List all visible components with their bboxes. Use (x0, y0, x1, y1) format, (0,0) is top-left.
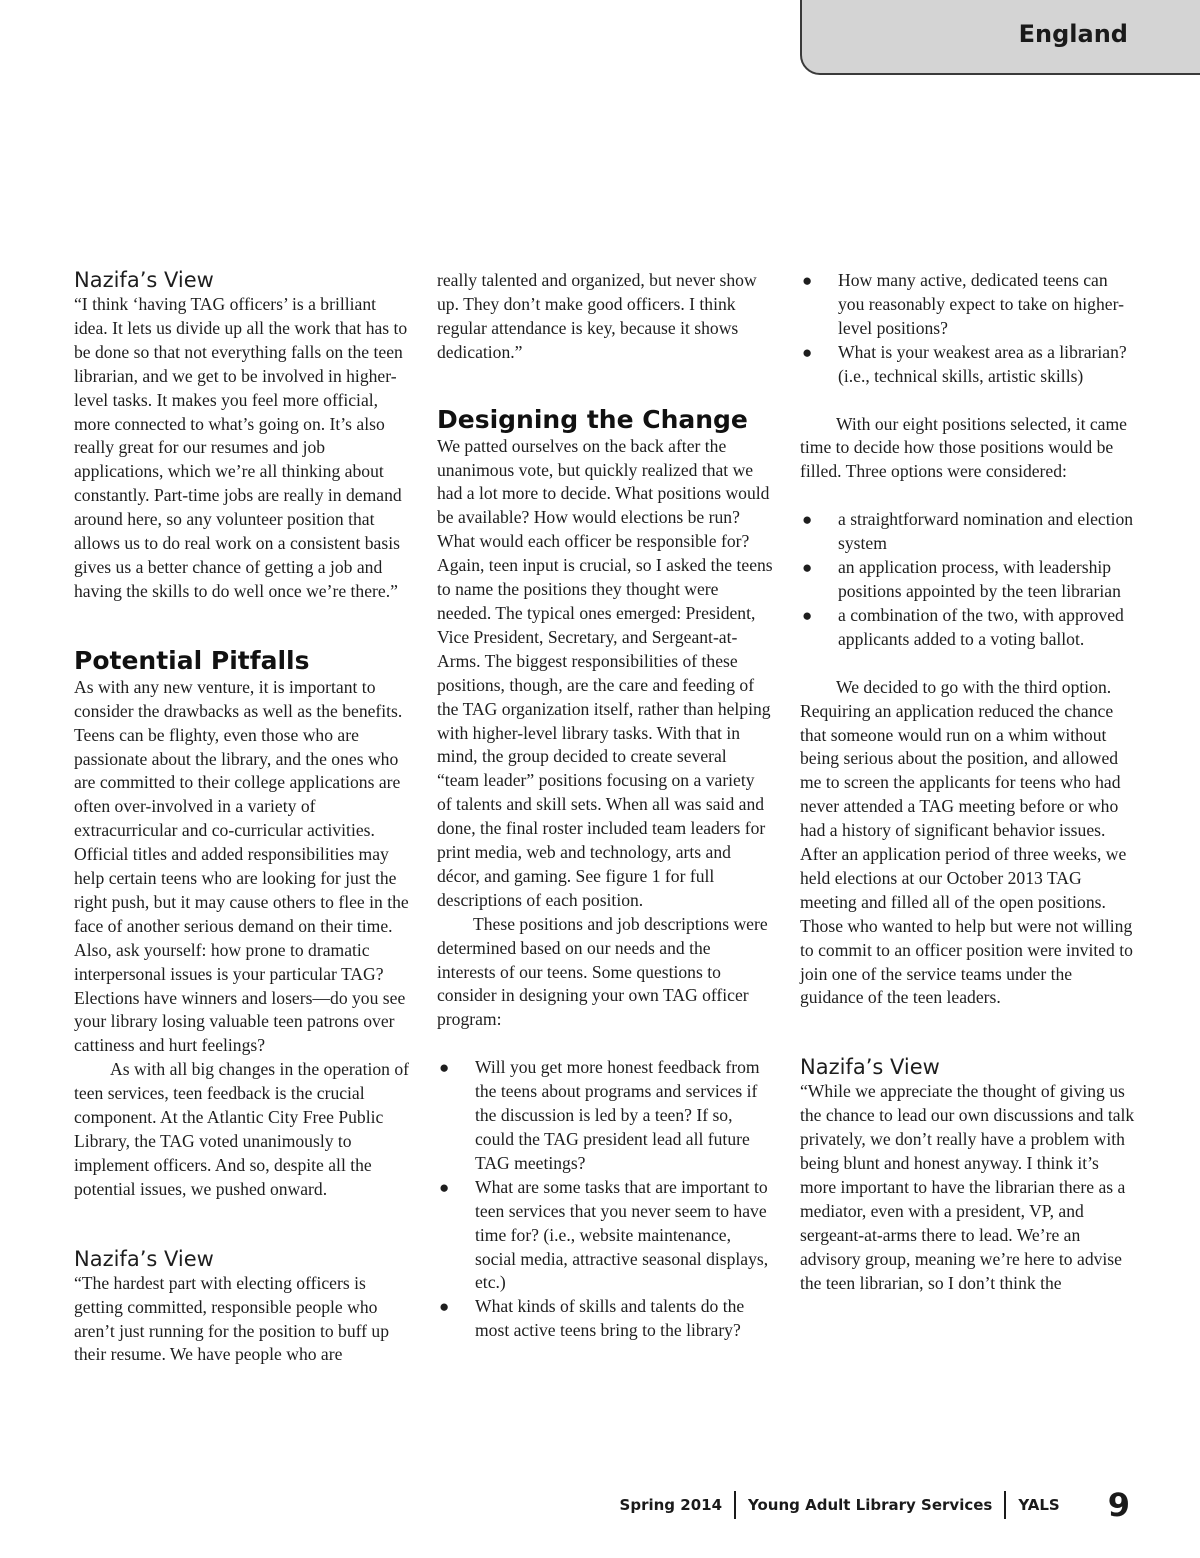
page-number: 9 (1107, 1486, 1130, 1524)
nazifa-view-text-2: “The hardest part with electing officers is getting committed, responsible people who aren’t just running for the position to buff up their resume. We have people who are (74, 1272, 390, 1365)
bullet-icon: ● (439, 1177, 450, 1197)
nazifa-view-text-1: “I think ‘having TAG officers’ is a brilliant idea. It lets us divide up all the work that has to be done so that not everything falls on the teen librarian, and we get to be involved in higher-level tasks. It makes you feel more official, more connected to what’s going on. It’s also really great for our resumes and job applications, which we’re all thinking about constantly. Part-time jobs are really in demand around here, so any volunteer position that allows us to do real work on a consistent basis gives us a better chance of getting a job and having the skills to do well once we’re there.” (74, 294, 408, 601)
nazifa-view-text-3: “While we appreciate the thought of giving us the chance to lead our own discussions and talk privately, we don’t really have a problem with being blunt and honest anyway. I think it’s more important to have the librarian there as a mediator, even with a president, VP, and sergeant-at-arms there to lead. We’re an advisory group, meaning we’re here to advise the teen librarian, so I don’t think the (800, 1081, 1135, 1293)
column-3 (800, 267, 1136, 1296)
design-questions-list-continued (800, 269, 1136, 389)
bullet-icon: ● (802, 510, 813, 530)
design-questions-list (437, 1056, 773, 1343)
page-footer (620, 1486, 1130, 1524)
footer-divider (1004, 1491, 1006, 1519)
bullet-icon: ● (439, 1058, 450, 1078)
nazifa-view-heading-2: Nazifa’s View (74, 1246, 214, 1271)
election-options-list (800, 508, 1136, 651)
list-item: ● an application process, with leadership positions appointed by the teen librarian (802, 557, 1121, 601)
bullet-icon: ● (802, 342, 813, 362)
pitfalls-paragraph-2: As with all big changes in the operation of teen services, teen feedback is the crucial component. At the Atlantic City Free Public Library, the TAG voted unanimously to implement officers. And so, despite all the potential issues, we pushed onward. (74, 1059, 410, 1199)
third-option-paragraph: We decided to go with the third option. Requiring an application reduced the chance that someone would run on a whim without being serious about the position, and allowed me to screen the applicants for teens who had never attended a TAG meeting before or who had a history of significant behavior issues. After an application period of three weeks, we held elections at our October 2013 TAG meeting and filled all of the open positions. Those who wanted to help but were not willing to commit to an officer position were invited to join one of the service teams under the guidance of the teen leaders. (800, 676, 1133, 1008)
list-item: ● a straightforward nomination and election system (802, 509, 1134, 554)
pitfalls-paragraph-1: As with any new venture, it is important to consider the drawbacks as well as the benefits. Teens can be flighty, even those who are passionate about the library, and the ones who are committed to their college applications are often over-involved in a variety of extracurricular and co-curricular activities. Official titles and added responsibilities may help certain teens who are looking for just the right push, but it may cause others to flee in the face of another serious demand on their time. Also, ask yourself: how prone to dramatic interpersonal issues is your particular TAG? Elections have winners and losers—do you see your library losing valuable teen patrons over cattiness and hurt feelings? (74, 676, 409, 1056)
list-item: ● What is your weakest area as a librarian? (i.e., technical skills, artistic skills) (802, 341, 1127, 386)
bullet-icon: ● (439, 1297, 450, 1317)
column-1 (74, 267, 414, 1367)
footer-divider (734, 1491, 736, 1519)
bullet-icon: ● (802, 605, 813, 625)
section-tab (800, 0, 1200, 75)
nazifa-view-continued-text: really talented and organized, but never show up. They don’t make good officers. I think regular attendance is key, because it shows dedication.” (437, 270, 757, 362)
footer-journal-abbr: YALS (1018, 1496, 1060, 1514)
design-paragraph-1: We patted ourselves on the back after the unanimous vote, but quickly realized that we had a lot more to decide. What positions would be available? How would elections be run? What would each officer be responsible for? Again, teen input is crucial, so I asked the teens to name the positions they thought were needed. The typical ones emerged: President, Vice President, Secretary, and Sergeant-at-Arms. The biggest responsibilities of these positions, though, are the care and feeding of the TAG organization itself, rather than helping with higher-level library tasks. With that in mind, the group decided to create several “team leader” positions focusing on a variety of talents and skill sets. When all was said and done, the final roster included team leaders for print media, web and technology, arts and décor, and gaming. See figure 1 for full descriptions of each position. (437, 435, 773, 910)
options-intro-paragraph: With our eight positions selected, it came time to decide how those positions would be filled. Three options were considered: (800, 413, 1127, 482)
bullet-icon: ● (802, 558, 813, 578)
list-item: ● What kinds of skills and talents do the most active teens bring to the library? (439, 1296, 745, 1341)
footer-issue: Spring 2014 (619, 1496, 723, 1514)
list-item: ● Will you get more honest feedback from the teens about programs and services if the discussion is led by a teen? If so, could the TAG president lead all future TAG meetings? (439, 1057, 760, 1173)
column-2 (437, 267, 773, 1343)
nazifa-view-heading-3: Nazifa’s View (800, 1055, 940, 1080)
footer-journal-title: Young Adult Library Services (748, 1496, 993, 1514)
designing-the-change-heading: Designing the Change (437, 404, 748, 434)
design-paragraph-2: These positions and job descriptions were determined based on our needs and the interests of our teens. Some questions to consider in designing your own TAG officer program: (437, 913, 768, 1030)
list-item: ● How many active, dedicated teens can you reasonably expect to take on higher-level positions? (802, 270, 1124, 338)
list-item: ● What are some tasks that are important to teen services that you never seem to have time for? (i.e., website maintenance, social media, attractive seasonal displays, etc.) (439, 1176, 769, 1293)
list-item: ● a combination of the two, with approved applicants added to a voting ballot. (802, 604, 1124, 649)
potential-pitfalls-heading: Potential Pitfalls (74, 645, 310, 675)
bullet-icon: ● (802, 271, 813, 290)
section-tab-label: England (1018, 20, 1128, 48)
nazifa-view-heading-1: Nazifa’s View (74, 268, 214, 292)
